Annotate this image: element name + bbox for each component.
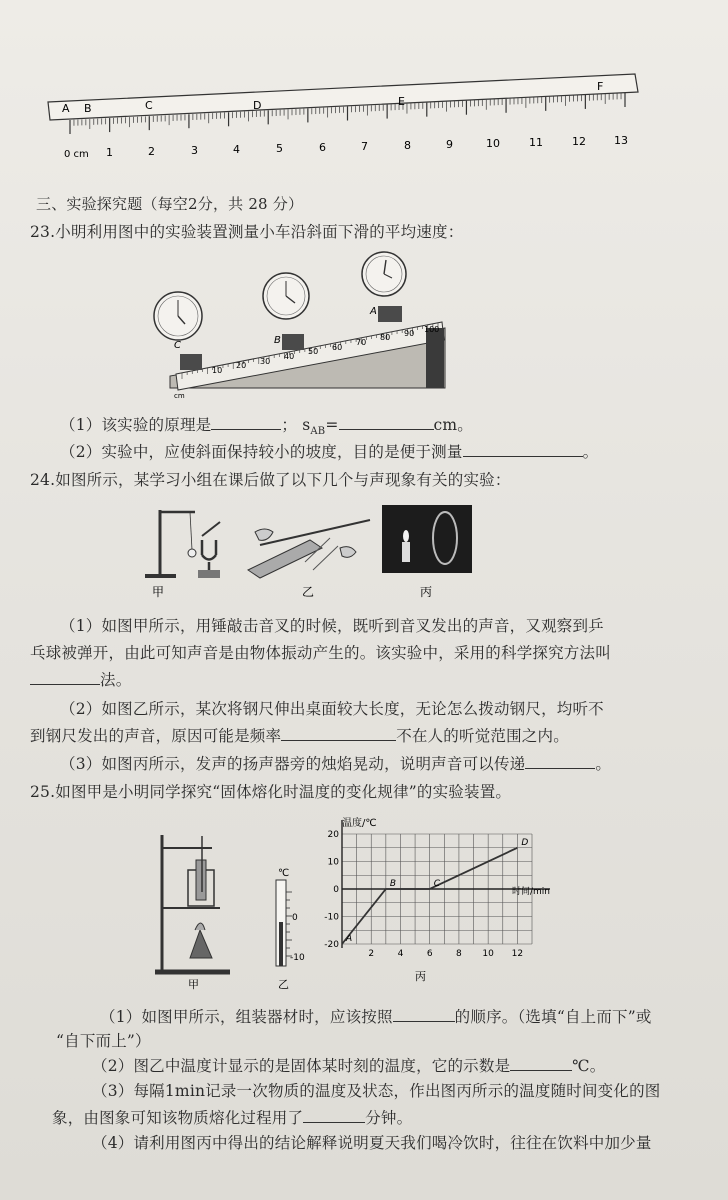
incline-num-20: 20	[236, 361, 247, 370]
q25-stem: 25.如图甲是小明同学探究“固体熔化时温度的变化规律”的实验装置。	[30, 783, 512, 801]
fig-label-a: A	[370, 306, 377, 317]
chart-y-tick: 20	[327, 830, 339, 840]
q24-label-bing: 丙	[420, 585, 433, 599]
q25-p3-l2b: 分钟。	[365, 1109, 413, 1127]
q24-figures	[140, 500, 475, 600]
car-c	[180, 354, 202, 370]
incline-support-block	[426, 328, 444, 388]
ruler-num-6: 6	[319, 141, 326, 154]
incline-num-50: 50	[308, 347, 319, 356]
ruler-num-12: 12	[572, 135, 586, 148]
q25-blank-duration[interactable]	[303, 1107, 365, 1124]
incline-num-30: 30	[260, 357, 271, 366]
thermometer-liquid	[279, 922, 283, 966]
q23-part1-b: ； s	[281, 416, 311, 434]
ruler-point-c: C	[145, 99, 153, 112]
ruler-point-b: B	[84, 102, 92, 115]
q23-part2-a: （2）实验中，应使斜面保持较小的坡度，目的是便于测量	[60, 443, 463, 461]
ruler-num-11: 11	[529, 136, 543, 149]
ruler-num-7: 7	[361, 140, 368, 153]
q23-part2	[60, 440, 598, 462]
chart-x-tick: 12	[511, 949, 524, 959]
q23-blank-sab[interactable]	[339, 414, 434, 431]
q25-blank-reading[interactable]	[510, 1055, 572, 1072]
q24-p3	[60, 752, 611, 774]
chart-point-label: A	[346, 934, 353, 944]
q24-blank-frequency[interactable]	[281, 725, 396, 742]
q24-p2-l2	[30, 724, 569, 746]
q24-label-yi: 乙	[302, 585, 315, 599]
chart-y-axis-label: 温度/℃	[342, 818, 377, 829]
q25-apparatus-figure	[150, 830, 245, 990]
temperature-time-chart	[320, 812, 560, 987]
car-b	[282, 334, 304, 350]
q25-p3-l2	[52, 1106, 412, 1128]
q23-part1-a: （1）该实验的原理是	[60, 416, 212, 434]
ruler-figure	[40, 72, 640, 167]
q25-label-bing: 丙	[415, 970, 426, 983]
ruler-point-e: E	[398, 95, 405, 108]
q23-part1-c: =	[325, 416, 339, 434]
q25-label-yi: 乙	[278, 978, 289, 991]
chart-x-axis-label: 时间/min	[512, 887, 551, 897]
fig-label-c: C	[174, 340, 181, 351]
q24-p1-l3-text: 法。	[100, 671, 132, 689]
q23-incline-figure	[150, 248, 460, 398]
q23-part1-d: cm。	[433, 416, 474, 434]
car-a	[378, 306, 402, 322]
q25-thermometer-figure	[262, 862, 312, 992]
q24-p3-b: 。	[595, 755, 612, 773]
q24-label-jia: 甲	[152, 585, 165, 599]
incline-num-10: 10	[212, 366, 223, 375]
speaker-candle-photo	[382, 505, 472, 573]
ruler-num-2: 2	[148, 145, 155, 158]
chart-x-tick: 4	[397, 949, 404, 959]
incline-unit: cm	[174, 392, 185, 398]
tuning-fork-stand-icon	[145, 510, 220, 578]
q23-part1-sub: AB	[310, 426, 326, 438]
q25-p4: （4）请利用图丙中得出的结论解释说明夏天我们喝冷饮时，往往在饮料中加少量	[92, 1134, 652, 1152]
chart-point-label: D	[521, 837, 529, 848]
incline-num-100: 100	[424, 325, 440, 334]
q24-p1-l2: 乓球被弹开，由此可知声音是由物体振动产生的。该实验中，采用的科学探究方法叫	[30, 644, 611, 662]
q25-p2-b: ℃。	[572, 1057, 606, 1075]
q24-blank-transfer[interactable]	[525, 753, 595, 770]
chart-x-tick: 10	[482, 949, 494, 959]
q24-p2-l1: （2）如图乙所示，某次将钢尺伸出桌面较大长度，无论怎么拨动钢尺，均听不	[60, 700, 604, 718]
clock-b-icon	[263, 273, 309, 319]
q25-blank-order[interactable]	[393, 1006, 455, 1023]
ruler-point-a: A	[62, 102, 70, 115]
incline-num-90: 90	[404, 329, 415, 338]
q24-stem: 24.如图所示，某学习小组在课后做了以下几个与声现象有关的实验：	[30, 471, 511, 489]
thermo-tick-0: 0	[292, 913, 298, 923]
ruler-num-10: 10	[486, 137, 500, 150]
chart-axes	[342, 820, 550, 948]
q25-p3-l1: （3）每隔1min记录一次物质的温度及状态，作出图丙所示的温度随时间变化的图	[92, 1082, 661, 1100]
q25-p1-a: （1）如图甲所示，组装器材时，应该按照	[100, 1008, 393, 1026]
q23-part2-b: 。	[582, 443, 599, 461]
fig-label-b: B	[274, 335, 281, 346]
q25-p2-a: （2）图乙中温度计显示的是固体某时刻的温度，它的示数是	[92, 1057, 511, 1075]
q24-p2-l2b: 不在人的听觉范围之内。	[396, 727, 569, 745]
thermo-tick-minus10: -10	[290, 953, 305, 963]
q25-p1-c: “自下而上”）	[56, 1032, 151, 1050]
ruler-num-8: 8	[404, 139, 411, 152]
incline-num-80: 80	[380, 333, 391, 342]
chart-point-label: B	[389, 879, 397, 889]
chart-x-tick: 6	[426, 949, 433, 959]
ruler-num-5: 5	[276, 142, 283, 155]
chart-y-tick: -10	[324, 912, 339, 923]
q24-p1-l3	[30, 668, 131, 690]
burner-icon	[190, 930, 212, 958]
incline-num-40: 40	[284, 352, 295, 361]
q25-p1-b: 的顺序。（选填“自上而下”或	[454, 1008, 652, 1026]
incline-num-60: 60	[332, 343, 343, 352]
ruler-num-13: 13	[614, 134, 628, 147]
ruler-num-9: 9	[446, 138, 453, 151]
q23-stem: 23.小明利用图中的实验装置测量小车沿斜面下滑的平均速度：	[30, 223, 464, 241]
chart-point-labels	[345, 838, 528, 944]
chart-y-tick: -20	[324, 940, 339, 950]
chart-x-tick: 8	[456, 949, 462, 959]
ruler-point-f: F	[597, 80, 604, 93]
ruler-num-4: 4	[233, 143, 240, 156]
chart-x-ticks	[368, 949, 523, 959]
chart-y-tick: 10	[327, 857, 339, 868]
q23-blank-principle[interactable]	[211, 414, 281, 431]
ruler-point-d: D	[253, 99, 262, 112]
test-tube-icon	[196, 860, 206, 900]
thermo-unit: ℃	[278, 868, 290, 879]
q23-blank-measure[interactable]	[463, 441, 583, 458]
steel-ruler-icon	[248, 520, 370, 578]
section-heading: 三、实验探究题（每空2分，共 28 分）	[36, 195, 304, 213]
chart-y-tick: 0	[333, 885, 339, 895]
incline-num-70: 70	[356, 338, 367, 347]
chart-x-tick: 2	[368, 949, 375, 959]
q24-p1-l1: （1）如图甲所示，用锤敲击音叉的时候，既听到音叉发出的声音，又观察到乒	[60, 617, 604, 635]
q24-p2-l2a: 到钢尺发出的声音，原因可能是频率	[30, 727, 282, 745]
q23-part1	[60, 413, 473, 437]
q25-label-jia: 甲	[188, 978, 199, 990]
ruler-num-3: 3	[191, 144, 198, 157]
q25-p1	[100, 1005, 652, 1027]
clock-c-icon	[154, 292, 202, 340]
flame-icon	[403, 530, 409, 542]
q25-p3-l2a: 象，由图象可知该物质熔化过程用了	[52, 1109, 304, 1127]
q24-p3-a: （3）如图丙所示，发声的扬声器旁的烛焰晃动，说明声音可以传递	[60, 755, 526, 773]
candle-icon	[402, 542, 410, 562]
ruler-unit-label: 0 cm	[64, 149, 89, 160]
ruler-num-1: 1	[106, 146, 113, 159]
chart-point-label: C	[433, 879, 440, 889]
chart-y-ticks	[324, 830, 339, 950]
clock-a-icon	[362, 252, 406, 296]
q25-p2	[92, 1054, 606, 1076]
q24-blank-method[interactable]	[30, 669, 100, 686]
